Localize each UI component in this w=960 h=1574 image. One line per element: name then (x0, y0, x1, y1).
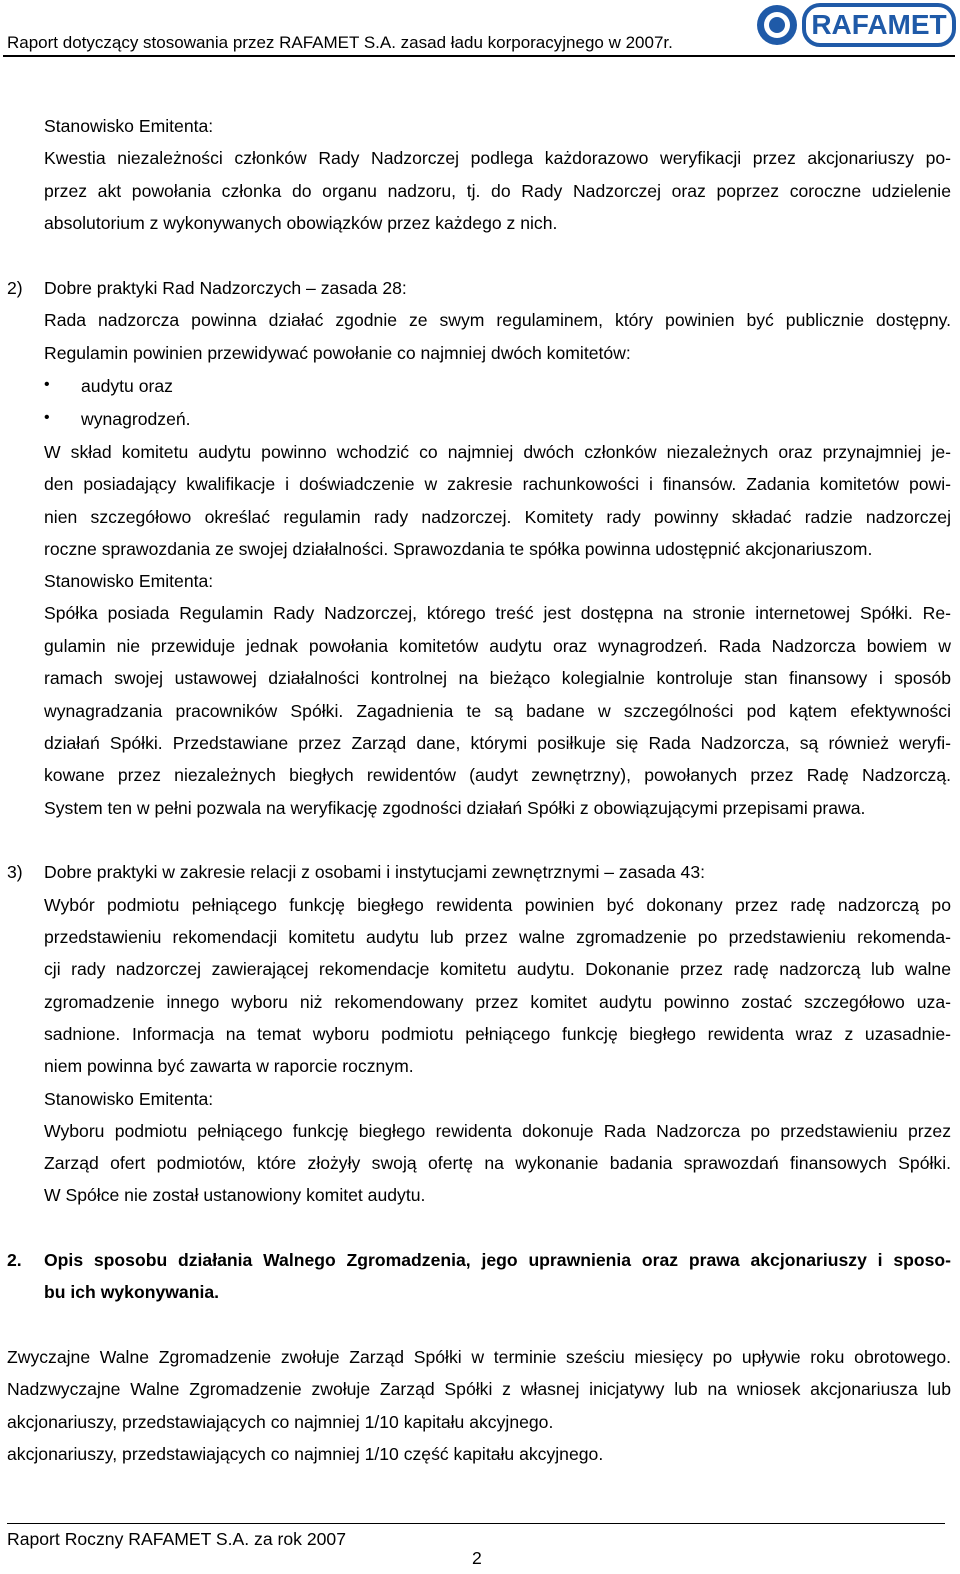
paragraph-line: działań Spółki. Przedstawiane przez Zarząd dane, którymi posiłkuje się Rada Nadzorcza, są również weryfi- (44, 733, 951, 753)
section-heading: bu ich wykonywania. (44, 1282, 220, 1302)
item-heading: Dobre praktyki w zakresie relacji z osobami i instytucjami zewnętrznymi – zasada 43: (44, 862, 705, 882)
paragraph-line: Kwestia niezależności członków Rady Nadzorczej podlega każdorazowo weryfikacji przez akcjonariuszy po- (44, 148, 951, 168)
page-header (0, 0, 960, 60)
position-label: Stanowisko Emitenta: (44, 571, 214, 591)
paragraph-line: Zwyczajne Walne Zgromadzenie zwołuje Zarząd Spółki w terminie sześciu miesięcy po upływie roku obrotowego. (7, 1347, 951, 1367)
paragraph-line: niem powinna być zawarta w raporcie rocznym. (44, 1056, 414, 1076)
paragraph-line: Wybór podmiotu pełniącego funkcję biegłego rewidenta powinien być dokonany przez radę nadzorczą po (44, 895, 951, 915)
paragraph-line: cji rady nadzorczej zawierającej rekomendacje komitetu audytu. Dokonanie przez radę nadzorczą lub walne (44, 959, 951, 979)
paragraph-line: gulamin nie przewiduje jednak powołania komitetów audytu oraz wynagrodzeń. Rada Nadzorcza bowiem w (44, 636, 951, 656)
item-number: 2) (7, 278, 23, 298)
section-number: 2. (7, 1250, 22, 1270)
paragraph-line: sadnione. Informacja na temat wyboru podmiotu pełniącego funkcję biegłego rewidenta wraz z uzasadnie- (44, 1024, 951, 1044)
paragraph-line: akcjonariuszy, przedstawiających co najmniej 1/10 część kapitału akcyjnego. (7, 1444, 604, 1464)
paragraph-line: Spółka posiada Regulamin Rady Nadzorczej, którego treść jest dostępna na stronie internetowej Spółki. Re- (44, 603, 951, 623)
paragraph-line: wynagradzania pracowników Spółki. Zagadnienia te są badane w szczególności pod kątem efektywności (44, 701, 951, 721)
item-number: 3) (7, 862, 23, 882)
position-label: Stanowisko Emitenta: (44, 116, 214, 136)
paragraph-line: ramach swojej ustawowej działalności kontrolnej na bieżąco kolegialnie kontroluje stan finansowy i sposób (44, 668, 951, 688)
logo-text: RAFAMET (811, 9, 947, 40)
paragraph-line: W skład komitetu audytu powinno wchodzić co najmniej dwóch członków niezależnych oraz przynajmniej je- (44, 442, 951, 462)
paragraph-line: Wyboru podmiotu pełniącego funkcję biegłego rewidenta dokonuje Rada Nadzorcza po przedstawieniu przez (44, 1121, 951, 1141)
paragraph-line: akcjonariuszy, przedstawiających co najmniej 1/10 kapitału akcyjnego. (7, 1412, 554, 1432)
item-heading: Dobre praktyki Rad Nadzorczych – zasada 28: (44, 278, 407, 298)
paragraph-line: den posiadający kwalifikacje i doświadczenie w zakresie rachunkowości i finansów. Zadania komitetów powi- (44, 474, 951, 494)
list-item: audytu oraz (81, 376, 173, 396)
paragraph-line: Rada nadzorcza powinna działać zgodnie ze swym regulaminem, który powinien być publicznie dostępny. (44, 310, 951, 330)
section-heading: Opis sposobu działania Walnego Zgromadzenia, jego uprawnienia oraz prawa akcjonariuszy i sposo- (44, 1250, 951, 1270)
bullet-icon: • (44, 409, 50, 426)
paragraph-line: W Spółce nie został ustanowiony komitet audytu. (44, 1185, 426, 1205)
rafamet-logo (754, 1, 956, 51)
paragraph-line: absolutorium z wykonywanych obowiązków przez każdego z nich. (44, 213, 558, 233)
paragraph-line: przez akt powołania członka do organu nadzoru, tj. do Rady Nadzorczej oraz poprzez coroczne udzielenie (44, 181, 951, 201)
paragraph-line: Regulamin powinien przewidywać powołanie co najmniej dwóch komitetów: (44, 343, 631, 363)
paragraph-line: roczne sprawozdania ze swojej działalności. Sprawozdania te spółka powinna udostępnić akcjonariuszom. (44, 539, 873, 559)
paragraph-line: Zarząd ofert podmiotów, które złożyły swoją ofertę na wykonanie badania sprawozdań finansowych Spółki. (44, 1153, 951, 1173)
footer-divider (7, 1523, 945, 1524)
header-title: Raport dotyczący stosowania przez RAFAMET S.A. zasad ładu korporacyjnego w 2007r. (7, 33, 673, 52)
paragraph-line: zgromadzenie innego wyboru niż rekomendowany przez komitet audytu powinno zostać szczegółowo uza- (44, 992, 951, 1012)
paragraph-line: Nadzwyczajne Walne Zgromadzenie zwołuje Zarząd Spółki z własnej inicjatywy lub na wniosek akcjonariusza lub (7, 1379, 951, 1399)
paragraph-line: System ten w pełni pozwala na weryfikację zgodności działań Spółki z obowiązującymi przepisami prawa. (44, 798, 866, 818)
bullet-icon: • (44, 376, 50, 393)
paragraph-line: przedstawieniu rekomendacji komitetu audytu lub przez walne zgromadzenie po przedstawieniu rekomenda- (44, 927, 951, 947)
position-label: Stanowisko Emitenta: (44, 1089, 214, 1109)
footer-text: Raport Roczny RAFAMET S.A. za rok 2007 (7, 1529, 346, 1549)
paragraph-line: nien szczegółowo określać regulamin rady nadzorczej. Komitety rady powinny składać radzie nadzorczej (44, 507, 951, 527)
paragraph-line: kowane przez niezależnych biegłych rewidentów (audyt zewnętrzny), powołanych przez Radę Nadzorczą. (44, 765, 951, 785)
page-number: 2 (472, 1548, 482, 1568)
list-item: wynagrodzeń. (81, 409, 191, 429)
header-divider (3, 55, 955, 57)
